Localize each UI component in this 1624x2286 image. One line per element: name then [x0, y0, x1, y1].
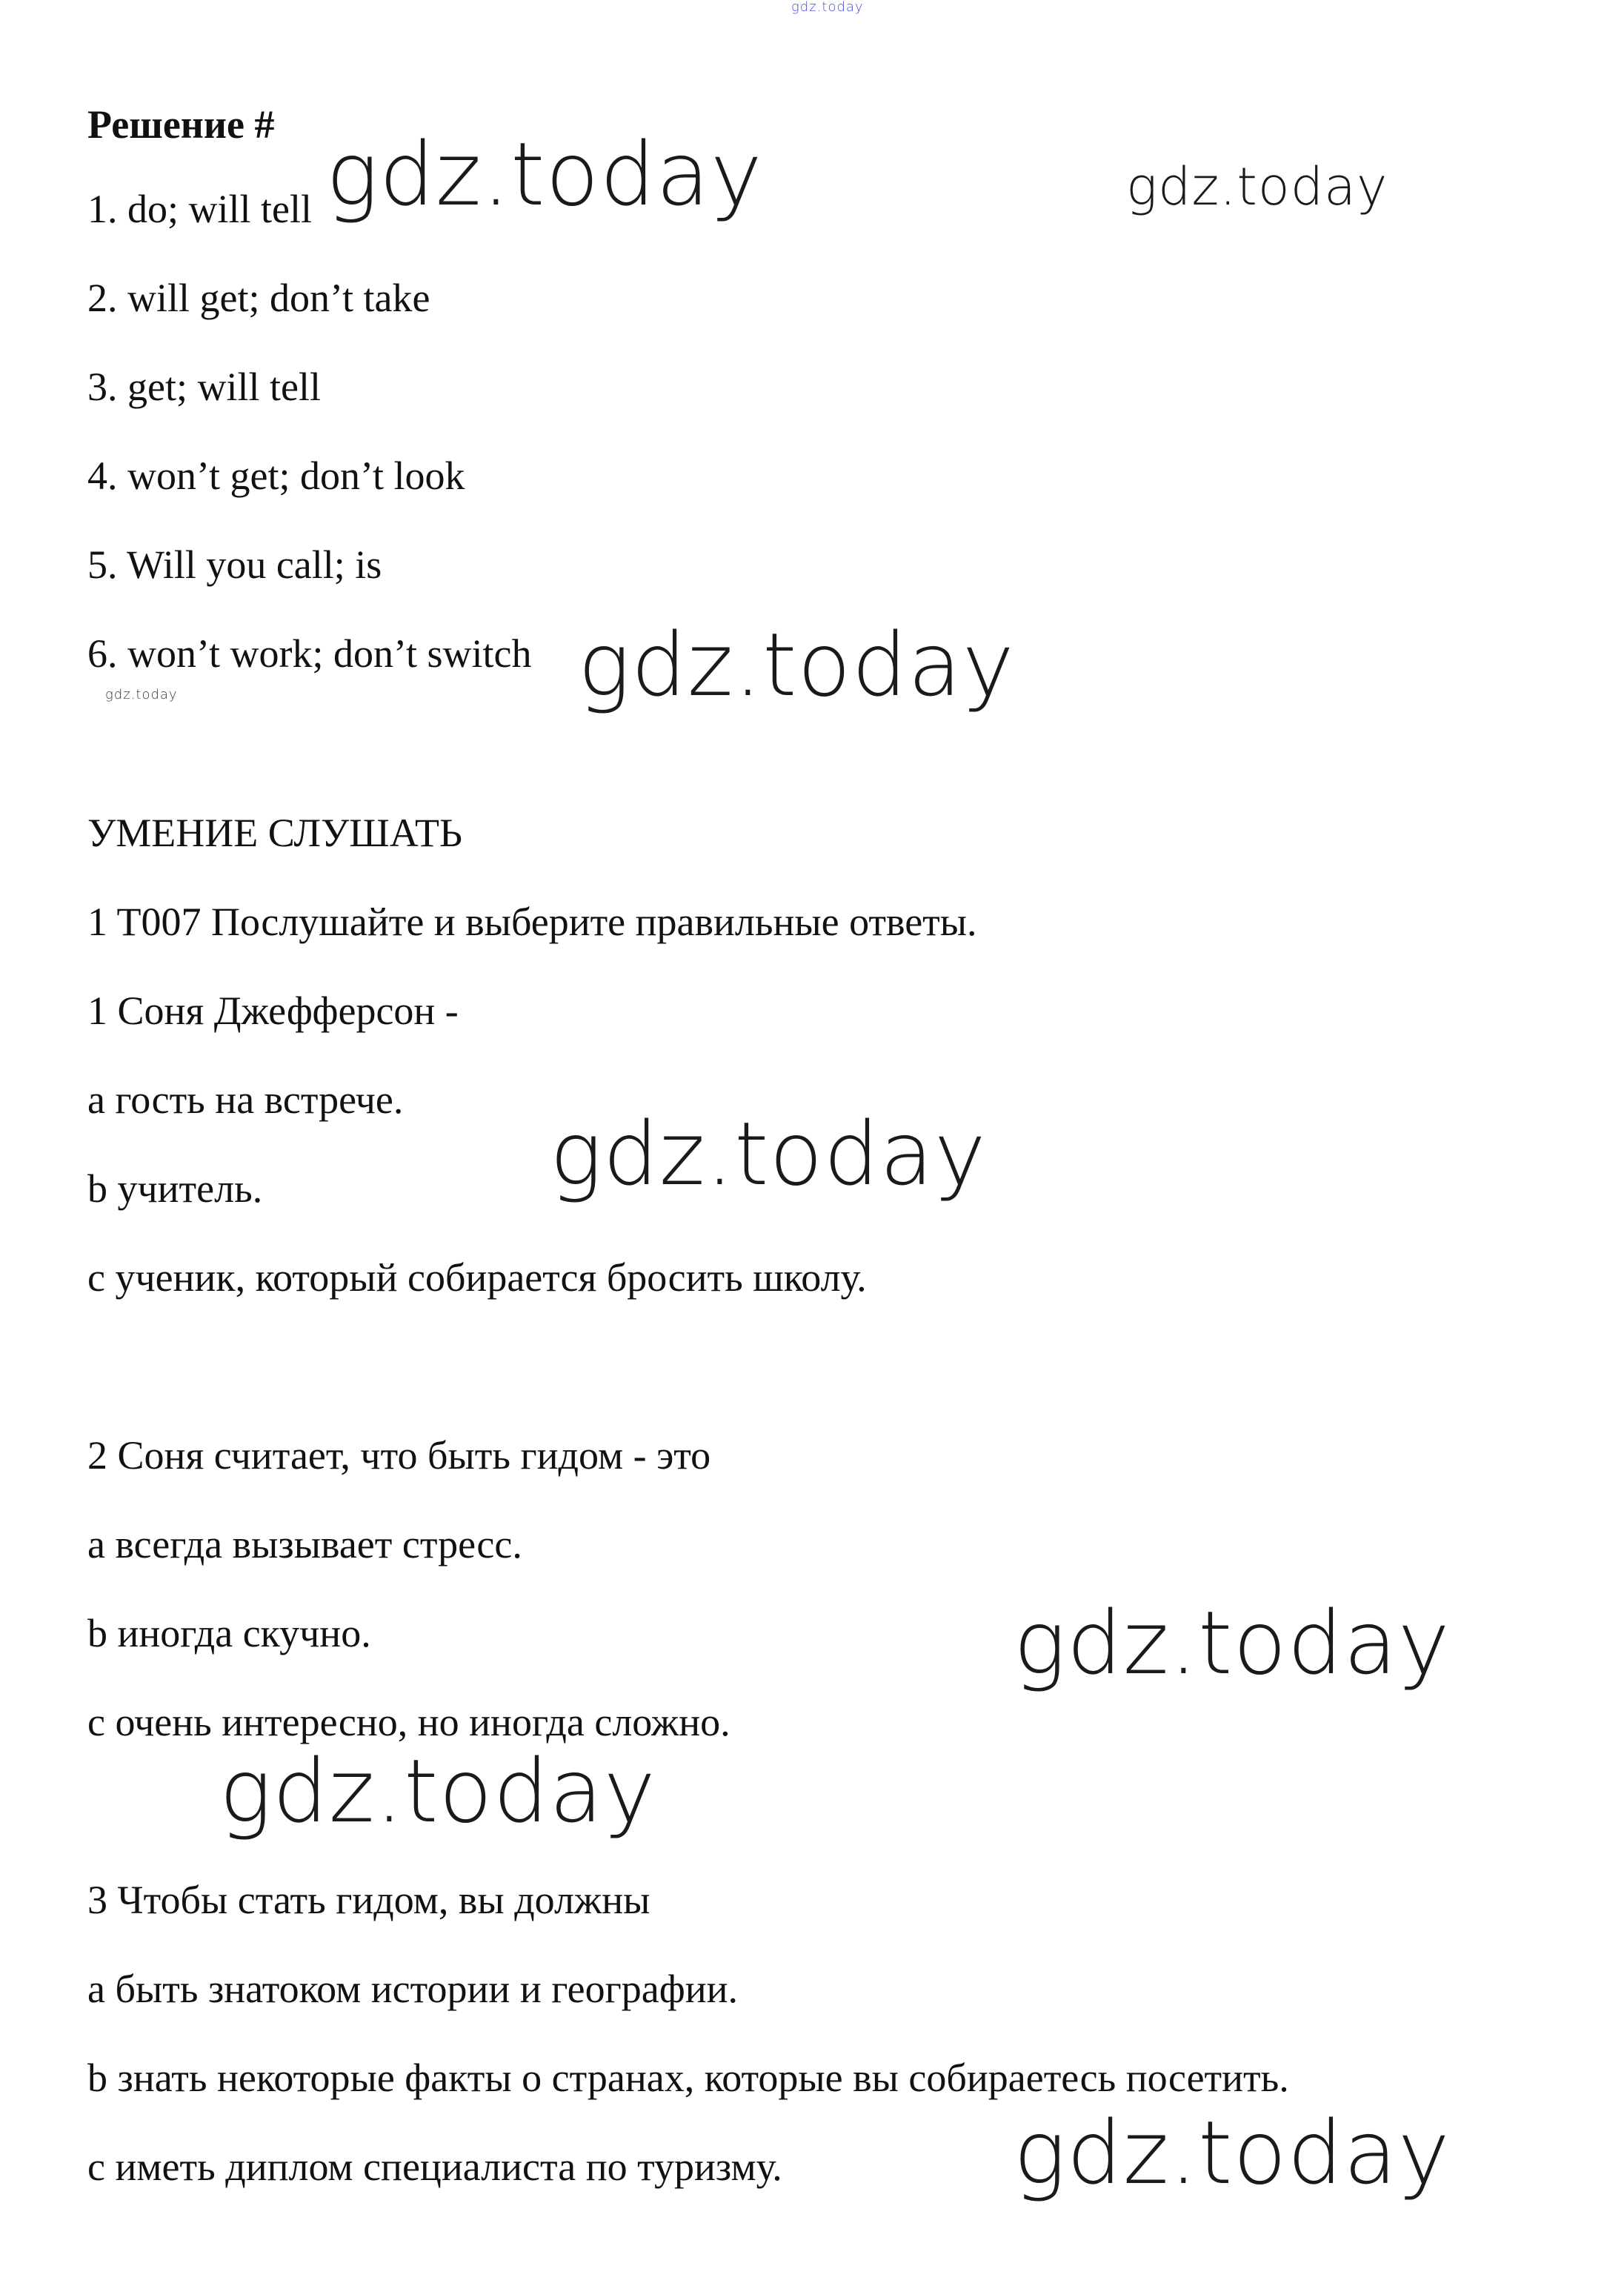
answer-5: 5. Will you call; is [87, 542, 382, 587]
question-2-option-c: c очень интересно, но иногда сложно. [87, 1700, 731, 1744]
question-2-option-a: a всегда вызывает стресс. [87, 1522, 522, 1566]
answer-4: 4. won’t get; don’t look [87, 453, 465, 498]
watermark: gdz.today [1126, 156, 1388, 217]
answer-6: 6. won’t work; don’t switch [87, 631, 532, 676]
question-3-option-b: b знать некоторые факты о странах, которые вы собираетесь посетить. [87, 2056, 1289, 2100]
question-1-option-a: a гость на встрече. [87, 1077, 404, 1122]
question-2-option-b: b иногда скучно. [87, 1611, 371, 1655]
answer-2: 2. will get; don’t take [87, 276, 430, 320]
watermark: gdz.today [578, 614, 1015, 716]
question-3-option-a: a быть знатоком истории и географии. [87, 1967, 739, 2011]
task-instruction: 1 T007 Послушайте и выберите правильные ответы. [87, 900, 977, 944]
question-2-prompt: 2 Соня считает, что быть гидом - это [87, 1433, 711, 1478]
watermark: gdz.today [1014, 2101, 1451, 2204]
section-title: УМЕНИЕ СЛУШАТЬ [87, 811, 462, 855]
question-1-option-b: b учитель. [87, 1166, 263, 1211]
watermark-top: gdz.today [791, 0, 864, 15]
watermark: gdz.today [1014, 1592, 1451, 1694]
solution-heading: Решение # [87, 102, 275, 147]
answer-1: 1. do; will tell [87, 187, 312, 231]
watermark: gdz.today [326, 123, 763, 225]
watermark: gdz.today [550, 1103, 987, 1205]
watermark: gdz.today [219, 1740, 656, 1842]
question-1-prompt: 1 Соня Джефферсон - [87, 989, 459, 1033]
watermark-small: gdz.today [105, 687, 178, 702]
question-1-option-c: c ученик, который собирается бросить школу. [87, 1255, 867, 1300]
question-3-option-c: c иметь диплом специалиста по туризму. [87, 2144, 782, 2189]
question-3-prompt: 3 Чтобы стать гидом, вы должны [87, 1878, 650, 1922]
answer-3: 3. get; will tell [87, 365, 321, 409]
